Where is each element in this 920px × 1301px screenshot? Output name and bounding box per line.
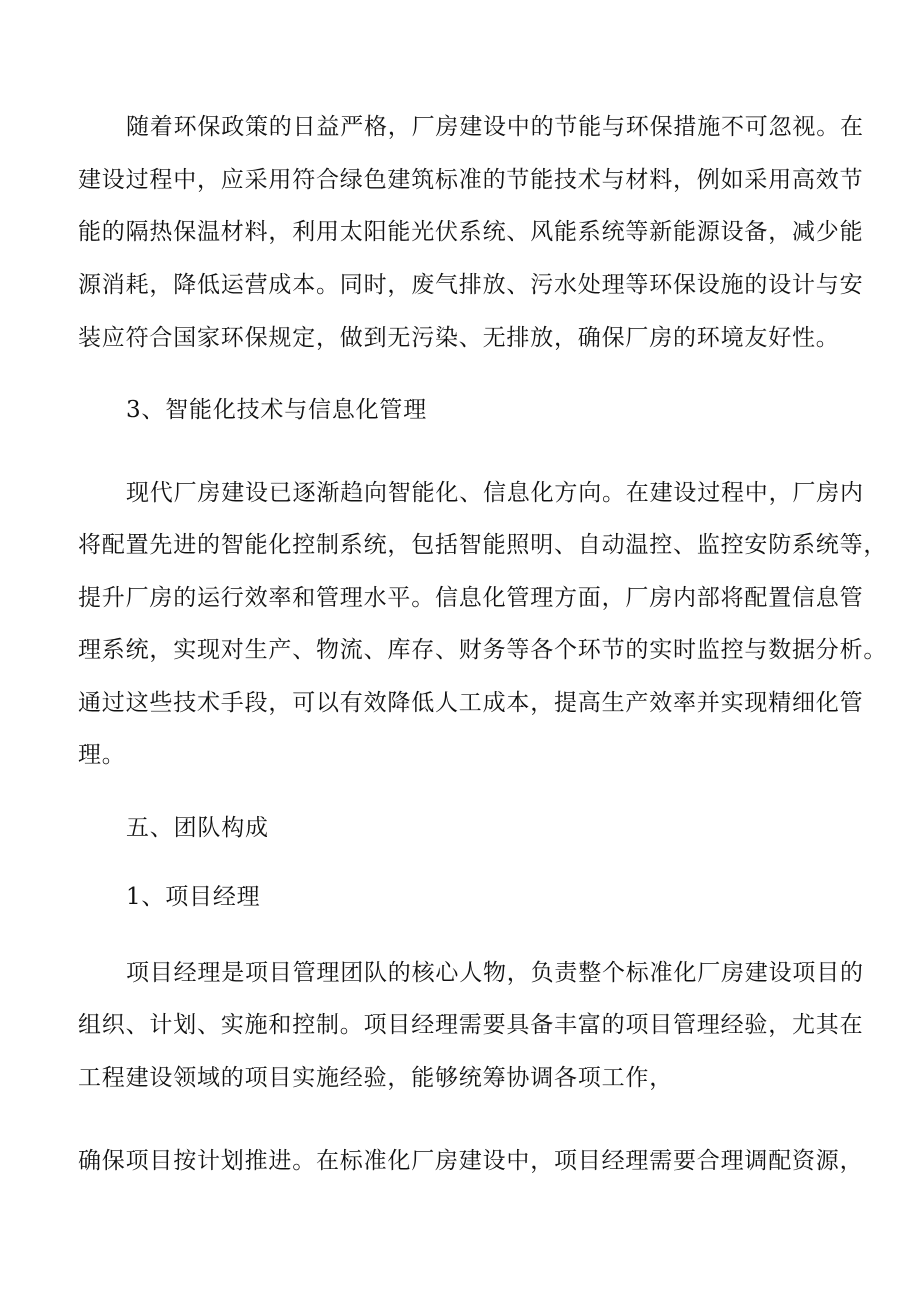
paragraph-line: 理。 xyxy=(78,742,126,768)
paragraph-line: 源消耗，降低运营成本。同时，废气排放、污水处理等环保设施的设计与安 xyxy=(78,272,864,298)
subsection-heading: 1、项目经理 xyxy=(126,884,261,910)
section-title: 五、团队构成 xyxy=(126,815,269,841)
paragraph-line: 能的隔热保温材料，利用太阳能光伏系统、风能系统等新能源设备，减少能 xyxy=(78,219,864,245)
paragraph-line: 装应符合国家环保规定，做到无污染、无排放，确保厂房的环境友好性。 xyxy=(78,325,840,351)
paragraph-line: 组织、计划、实施和控制。项目经理需要具备丰富的项目管理经验，尤其在 xyxy=(78,1012,864,1038)
paragraph-line: 现代厂房建设已逐渐趋向智能化、信息化方向。在建设过程中，厂房内 xyxy=(126,480,864,506)
paragraph-line: 将配置先进的智能化控制系统，包括智能照明、自动温控、监控安防系统等， xyxy=(78,532,888,558)
paragraph-line: 确保项目按计划推进。在标准化厂房建设中，项目经理需要合理调配资源， xyxy=(78,1148,864,1174)
paragraph-line: 提升厂房的运行效率和管理水平。信息化管理方面，厂房内部将配置信息管 xyxy=(78,585,864,611)
section-heading: 3、智能化技术与信息化管理 xyxy=(126,397,428,423)
paragraph-line: 项目经理是项目管理团队的核心人物，负责整个标准化厂房建设项目的 xyxy=(126,960,864,986)
paragraph-line: 随着环保政策的日益严格，厂房建设中的节能与环保措施不可忽视。在 xyxy=(126,114,864,140)
paragraph-line: 理系统，实现对生产、物流、库存、财务等各个环节的实时监控与数据分析。 xyxy=(78,637,888,663)
paragraph-line: 工程建设领域的项目实施经验，能够统筹协调各项工作， xyxy=(78,1065,673,1091)
paragraph-line: 建设过程中，应采用符合绿色建筑标准的节能技术与材料，例如采用高效节 xyxy=(78,167,864,193)
paragraph-line: 通过这些技术手段，可以有效降低人工成本，提高生产效率并实现精细化管 xyxy=(78,690,864,716)
